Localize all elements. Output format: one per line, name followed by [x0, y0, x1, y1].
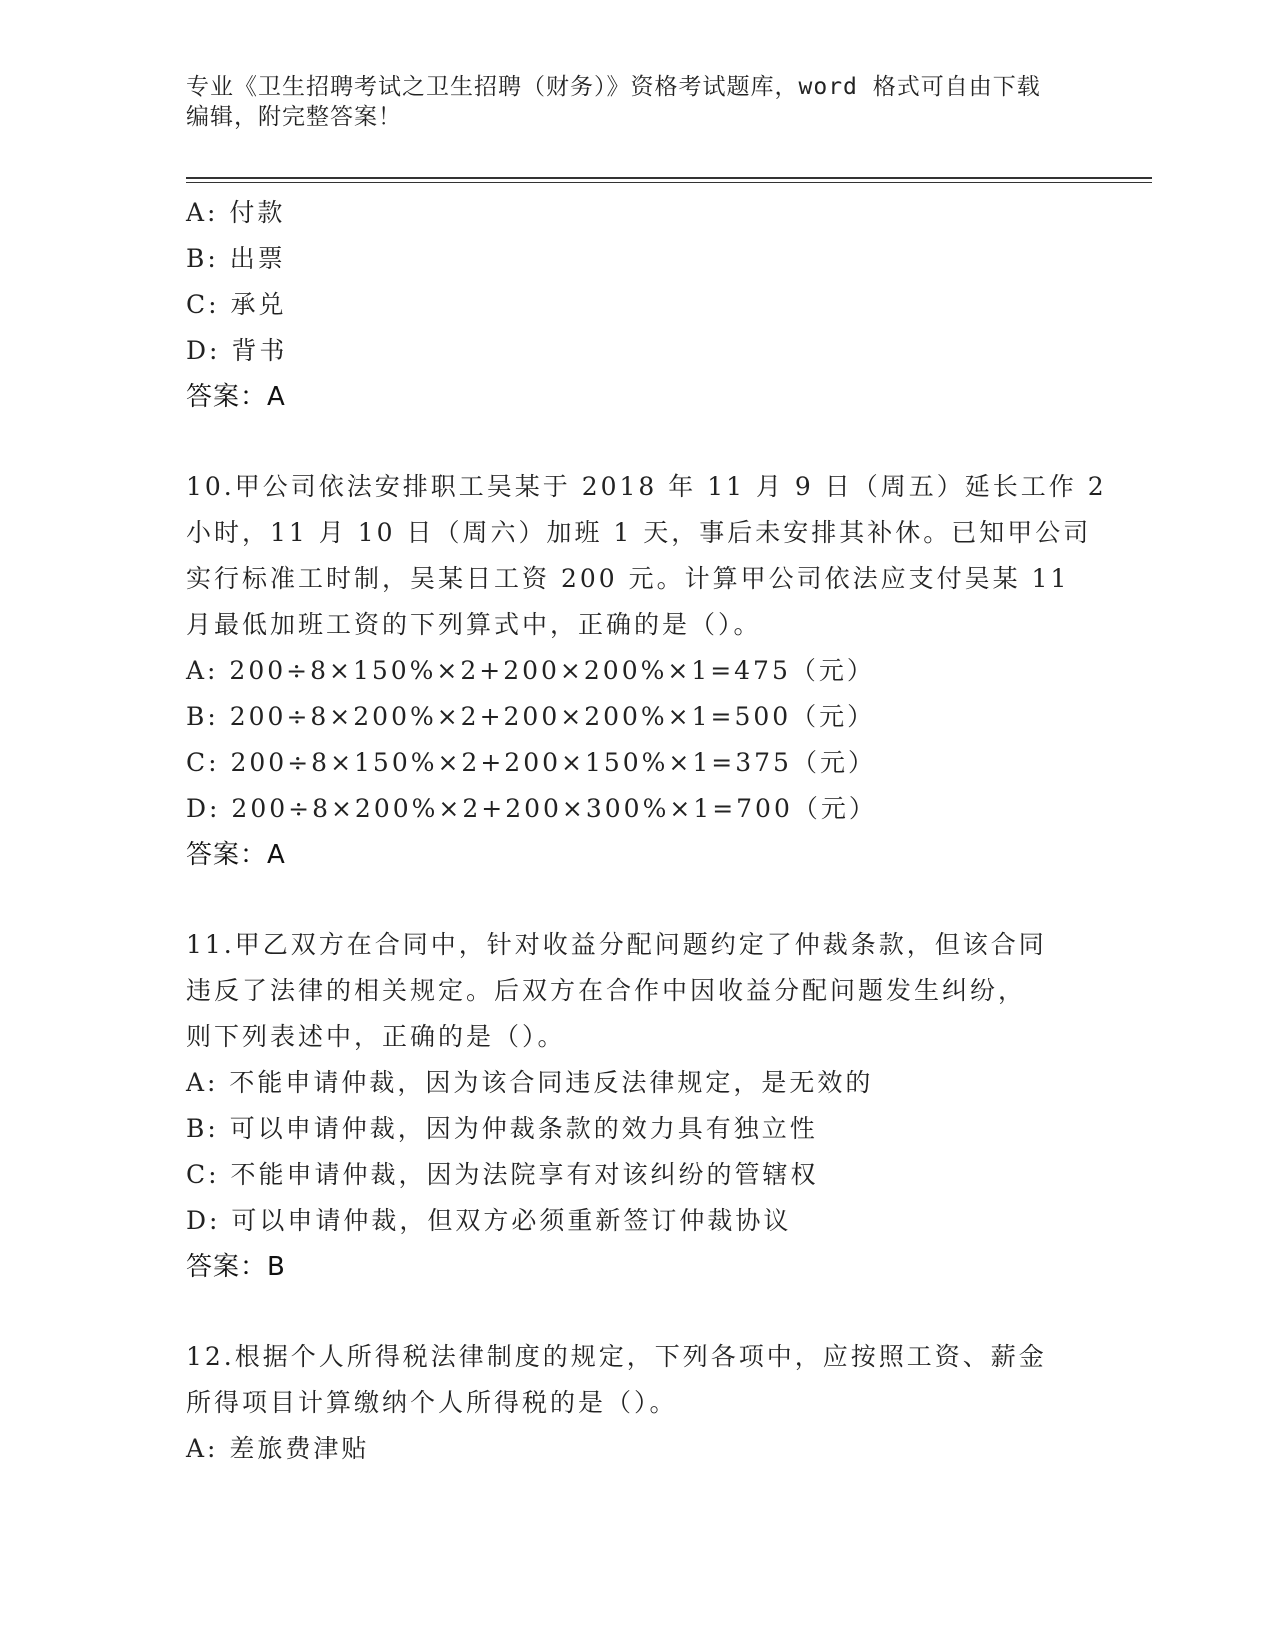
option-d: D: 背书	[186, 336, 288, 365]
option-b: B: 200÷8×200%×2+200×200%×1=500（元）	[186, 702, 876, 731]
question-block-9	[186, 190, 1086, 420]
header-line-1: 专业《卫生招聘考试之卫生招聘（财务）》资格考试题库，word 格式可自由下载	[186, 74, 1041, 100]
answer-line: 答案：B	[186, 1252, 286, 1282]
spacer	[186, 1290, 1086, 1334]
header-divider-thin	[186, 182, 1152, 183]
option-a: A: 不能申请仲裁，因为该合同违反法律规定，是无效的	[186, 1068, 874, 1097]
question-text-line: 则下列表述中，正确的是（）。	[186, 1022, 566, 1051]
option-b: B: 出票	[186, 244, 286, 273]
spacer	[186, 878, 1086, 922]
header-line-2: 编辑，附完整答案！	[186, 104, 402, 130]
answer-line: 答案：A	[186, 382, 286, 412]
option-a: A: 付款	[186, 198, 286, 227]
answer-line: 答案：A	[186, 840, 286, 870]
option-d: D: 可以申请仲裁，但双方必须重新签订仲裁协议	[186, 1206, 792, 1235]
question-text-line: 10.甲公司依法安排职工吴某于 2018 年 11 月 9 日（周五）延长工作 2	[186, 472, 1107, 501]
question-text-line: 月最低加班工资的下列算式中，正确的是（）。	[186, 610, 762, 639]
option-a: A: 差旅费津贴	[186, 1434, 370, 1463]
option-c: C: 不能申请仲裁，因为法院享有对该纠纷的管辖权	[186, 1160, 819, 1189]
option-b: B: 可以申请仲裁，因为仲裁条款的效力具有独立性	[186, 1114, 818, 1143]
question-text-line: 所得项目计算缴纳个人所得税的是（）。	[186, 1388, 678, 1417]
question-text-line: 违反了法律的相关规定。后双方在合作中因收益分配问题发生纠纷，	[186, 976, 1027, 1005]
question-text-line: 12.根据个人所得税法律制度的规定，下列各项中，应按照工资、薪金	[186, 1342, 1047, 1371]
spacer	[186, 420, 1086, 464]
document-body	[186, 190, 1107, 1472]
question-text-line: 小时，11 月 10 日（周六）加班 1 天，事后未安排其补休。已知甲公司	[186, 518, 1092, 547]
question-block-12	[186, 1334, 1086, 1472]
question-block-11	[186, 922, 1086, 1290]
option-d: D: 200÷8×200%×2+200×300%×1=700（元）	[186, 794, 877, 823]
question-text-line: 实行标准工时制，吴某日工资 200 元。计算甲公司依法应支付吴某 11	[186, 564, 1070, 593]
option-c: C: 承兑	[186, 290, 287, 319]
question-block-10	[186, 464, 1107, 878]
question-text-line: 11.甲乙双方在合同中，针对收益分配问题约定了仲裁条款，但该合同	[186, 930, 1047, 959]
option-a: A: 200÷8×150%×2+200×200%×1=475（元）	[186, 656, 875, 685]
option-c: C: 200÷8×150%×2+200×150%×1=375（元）	[186, 748, 876, 777]
document-header	[186, 72, 1086, 132]
header-divider	[186, 177, 1152, 179]
